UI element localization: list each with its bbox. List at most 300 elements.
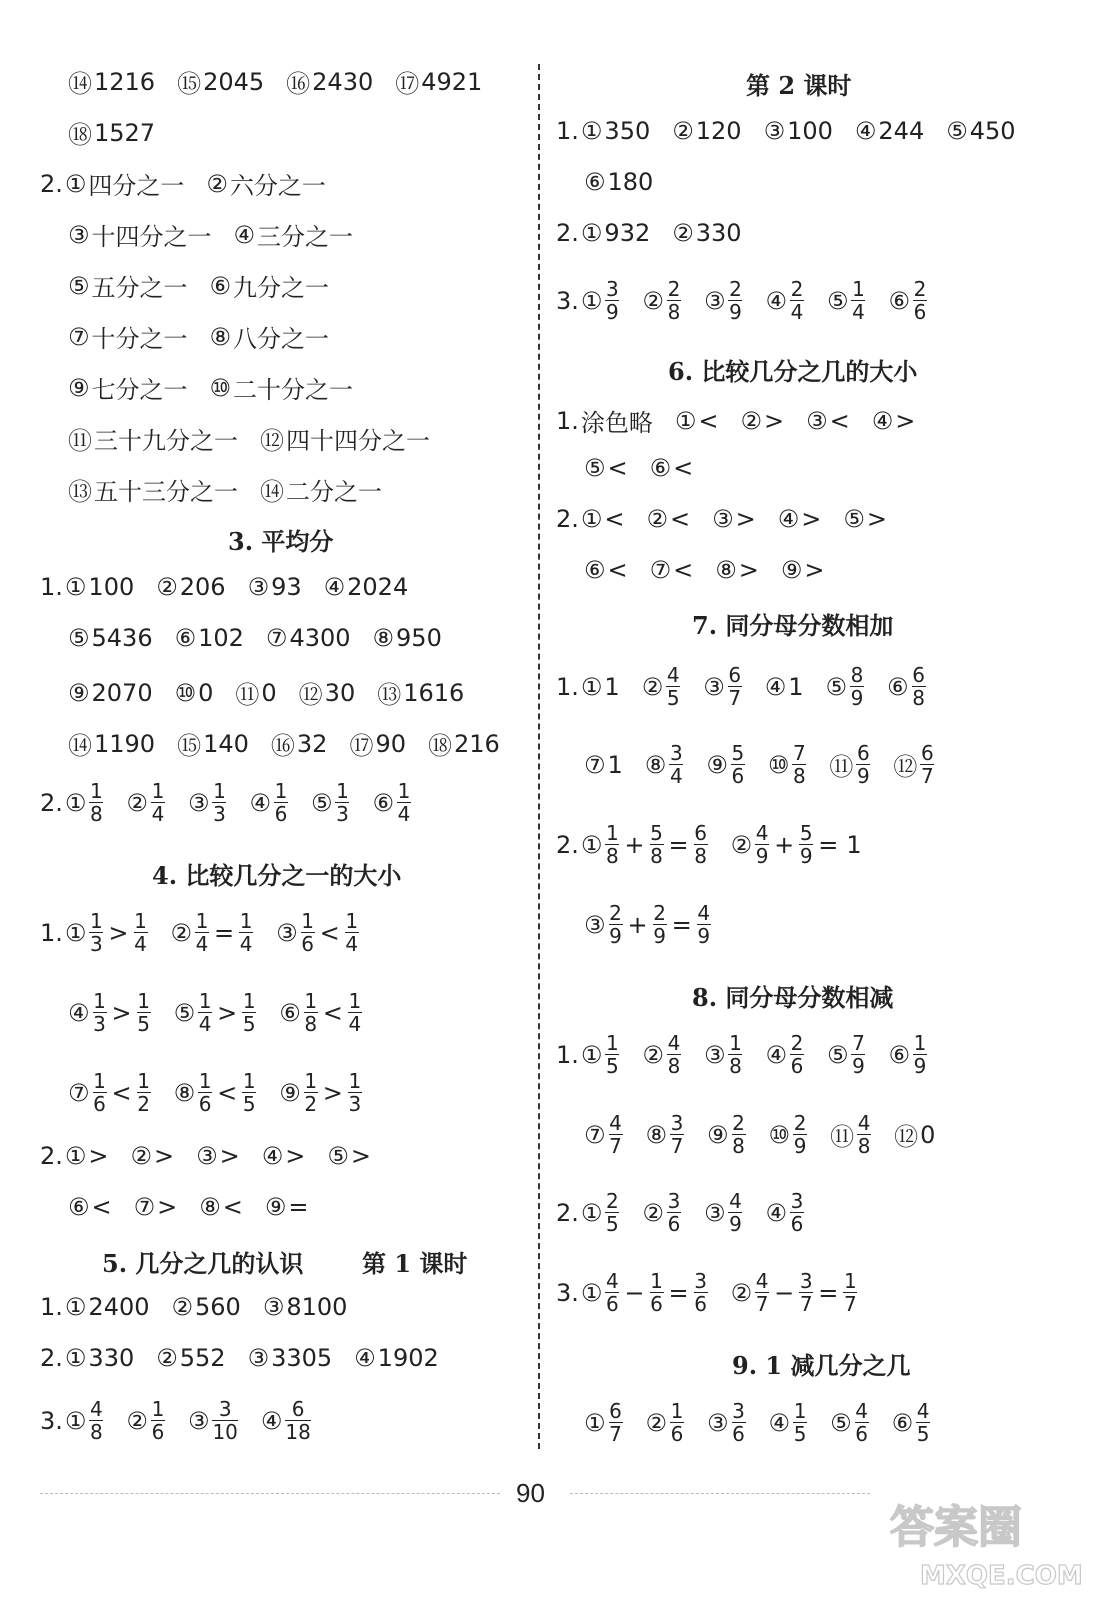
item-marker: ⑫ xyxy=(894,1123,919,1151)
denominator: 3 xyxy=(93,1012,106,1036)
numerator: 8 xyxy=(850,663,864,687)
fraction xyxy=(605,822,619,867)
item-marker: ⑮ xyxy=(177,70,202,98)
fraction xyxy=(694,822,708,867)
answer-row xyxy=(40,780,434,825)
denominator: 8 xyxy=(792,764,806,788)
answer-item xyxy=(65,1142,109,1170)
section-7-heading: 7. 同分母分数相加 xyxy=(692,611,894,640)
numerator: 6 xyxy=(728,663,742,687)
item-marker: ⑦ xyxy=(133,1193,156,1221)
answer-value: > xyxy=(738,556,759,584)
fraction xyxy=(345,910,359,955)
answer-value: = xyxy=(288,1193,309,1221)
answer-value: 十分之一 xyxy=(91,325,188,353)
answer-item xyxy=(672,219,741,247)
denominator: 6 xyxy=(650,1292,663,1316)
denominator: 18 xyxy=(285,1420,311,1444)
numerator: 1 xyxy=(729,1031,742,1055)
denominator: 8 xyxy=(667,300,681,324)
item-marker: ⑦ xyxy=(265,624,288,652)
answer-value: 六分之一 xyxy=(229,172,326,200)
answer-item xyxy=(68,472,238,507)
answer-item xyxy=(299,675,356,710)
fraction xyxy=(89,910,103,955)
item-marker: ⑯ xyxy=(270,732,295,760)
answer-value: 1 xyxy=(788,672,804,701)
fraction xyxy=(605,1190,619,1235)
answer-item xyxy=(65,573,134,601)
item-marker: ④ xyxy=(249,788,271,817)
denominator: 5 xyxy=(242,1092,256,1116)
item-marker: ① xyxy=(64,1293,87,1321)
answer-item xyxy=(68,319,188,354)
numerator: 4 xyxy=(609,1111,622,1135)
denominator: 9 xyxy=(653,924,666,948)
item-marker: ② xyxy=(642,1040,664,1069)
answer-item xyxy=(765,278,805,323)
answer-item xyxy=(584,902,712,947)
answer-item xyxy=(68,990,152,1035)
denominator: 4 xyxy=(790,300,804,324)
answer-item xyxy=(271,726,328,761)
fraction xyxy=(195,910,209,955)
denominator: 8 xyxy=(606,844,619,868)
fraction xyxy=(605,1032,619,1077)
item-marker: ④ xyxy=(765,286,787,315)
answer-row xyxy=(584,1400,953,1445)
answer-item xyxy=(704,278,744,323)
item-marker: ② xyxy=(171,1293,194,1321)
denominator: 6 xyxy=(301,932,315,956)
numerator: 2 xyxy=(732,1111,745,1135)
answer-item xyxy=(584,454,628,482)
question-number: 2. xyxy=(40,1344,63,1372)
operator: = xyxy=(214,918,235,947)
numerator: 2 xyxy=(790,1031,804,1055)
denominator: 9 xyxy=(729,1212,742,1236)
answer-item xyxy=(261,1398,312,1443)
answer-item xyxy=(765,1032,805,1077)
numerator: 1 xyxy=(239,909,253,933)
numerator: 3 xyxy=(799,1269,813,1293)
section-9-heading: 9. 1 减几分之几 xyxy=(732,1351,911,1380)
fraction xyxy=(851,278,865,323)
answer-item xyxy=(327,1142,371,1170)
item-marker: ⑩ xyxy=(767,750,790,779)
item-marker: ③ xyxy=(276,918,298,947)
question-number: 1. xyxy=(556,672,579,701)
operator: = xyxy=(818,830,839,859)
denominator: 6 xyxy=(274,802,288,826)
item-marker: ⑦ xyxy=(649,556,672,584)
answer-item xyxy=(645,742,685,787)
answer-value: 3305 xyxy=(271,1344,333,1372)
numerator: 3 xyxy=(218,1397,232,1421)
numerator: 1 xyxy=(242,1069,256,1093)
denominator: 8 xyxy=(912,686,925,710)
item-marker: ② xyxy=(130,1142,153,1170)
answer-item xyxy=(704,1190,744,1235)
item-marker: ② xyxy=(730,830,753,859)
fraction xyxy=(151,1398,165,1443)
operator: < xyxy=(322,998,343,1027)
lesson-1-label: 第 1 课时 xyxy=(362,1249,468,1278)
answer-value: 0 xyxy=(920,1120,936,1149)
answer-value: > xyxy=(219,1142,240,1170)
item-marker: ④ xyxy=(764,672,787,701)
numerator: 1 xyxy=(793,1399,807,1423)
fraction xyxy=(134,910,148,955)
numerator: 1 xyxy=(650,1269,663,1293)
denominator: 9 xyxy=(697,924,711,948)
denominator: 3 xyxy=(90,932,103,956)
denominator: 5 xyxy=(606,1054,619,1078)
answer-row xyxy=(40,166,348,201)
item-marker: ⑦ xyxy=(68,322,90,351)
fraction xyxy=(609,1112,623,1157)
question-number: 3. xyxy=(40,1406,63,1435)
item-marker: ⑤ xyxy=(68,271,90,300)
answer-row xyxy=(68,1070,385,1115)
answer-item xyxy=(311,780,351,825)
answer-item xyxy=(888,278,928,323)
item-marker: ⑱ xyxy=(427,732,452,760)
denominator: 3 xyxy=(336,802,349,826)
answer-item xyxy=(731,1270,859,1315)
item-marker: ① xyxy=(584,1408,606,1437)
answer-value: < xyxy=(673,556,694,584)
item-marker: ⑧ xyxy=(199,1193,221,1221)
svg-text:答案圈: 答案圈 xyxy=(890,1502,1022,1553)
answer-value: 1616 xyxy=(403,678,465,707)
denominator: 9 xyxy=(755,844,769,868)
answer-value: 1216 xyxy=(94,67,156,96)
numerator: 1 xyxy=(134,909,147,933)
item-marker: ⑫ xyxy=(893,753,918,781)
answer-row xyxy=(556,1032,950,1077)
answer-value: 90 xyxy=(375,729,406,758)
numerator: 4 xyxy=(755,1269,769,1293)
answer-item xyxy=(646,1400,686,1445)
answer-value: 350 xyxy=(604,117,651,145)
answer-item xyxy=(581,117,650,145)
numerator: 4 xyxy=(855,1399,868,1423)
answer-item xyxy=(647,505,691,533)
answer-item xyxy=(778,505,822,533)
item-marker: ② xyxy=(126,788,148,817)
answer-row xyxy=(40,1344,461,1372)
fraction xyxy=(792,742,806,787)
numerator: 5 xyxy=(799,821,813,845)
answer-item xyxy=(276,910,360,955)
numerator: 4 xyxy=(606,1269,619,1293)
answer-item xyxy=(286,64,373,99)
answer-value: 1 xyxy=(607,750,623,779)
answer-item xyxy=(642,278,682,323)
numerator: 1 xyxy=(606,1031,619,1055)
section-4-heading: 4. 比较几分之一的大小 xyxy=(152,861,402,890)
fraction xyxy=(89,1398,103,1443)
page-number: 90 xyxy=(516,1478,545,1508)
fraction xyxy=(650,822,664,867)
answer-item xyxy=(395,64,482,99)
denominator: 9 xyxy=(729,300,742,324)
answer-item xyxy=(646,1112,686,1157)
item-marker: ① xyxy=(580,830,603,859)
numerator: 1 xyxy=(198,1069,212,1093)
fraction xyxy=(348,990,362,1035)
item-marker: ④ xyxy=(765,1040,787,1069)
operator: = xyxy=(818,1278,839,1307)
answer-row xyxy=(68,370,375,405)
item-marker: ⑤ xyxy=(825,672,848,701)
numerator: 4 xyxy=(666,663,680,687)
operator: > xyxy=(111,998,132,1027)
numerator: 1 xyxy=(844,1269,857,1293)
fraction xyxy=(301,910,315,955)
answer-item xyxy=(707,1400,747,1445)
item-marker: ④ xyxy=(768,1408,791,1437)
item-marker: ⑱ xyxy=(68,121,92,149)
answer-item xyxy=(581,1032,621,1077)
answer-item xyxy=(175,624,244,652)
answer-row xyxy=(556,117,1038,145)
fraction xyxy=(856,742,870,787)
answer-item xyxy=(672,117,741,145)
operator: + xyxy=(624,830,645,859)
denominator: 7 xyxy=(844,1292,857,1316)
answer-value: 5436 xyxy=(91,624,153,652)
numerator: 1 xyxy=(304,989,318,1013)
item-marker: ⑧ xyxy=(372,624,395,652)
item-marker: ① xyxy=(64,1142,87,1170)
fraction xyxy=(755,822,769,867)
answer-item xyxy=(894,1117,935,1152)
denominator: 6 xyxy=(694,1292,707,1316)
fraction xyxy=(732,1400,746,1445)
denominator: 4 xyxy=(348,1012,362,1036)
answer-item xyxy=(373,624,442,652)
answer-item xyxy=(171,910,255,955)
answer-value: 1 xyxy=(604,672,620,701)
denominator: 7 xyxy=(609,1134,622,1158)
fraction xyxy=(198,990,212,1035)
item-marker: ① xyxy=(64,1344,87,1372)
question-number: 1. xyxy=(556,1040,579,1069)
item-marker: ⑦ xyxy=(584,1120,606,1149)
item-marker: ⑤ xyxy=(173,998,196,1027)
answer-row xyxy=(584,1112,957,1157)
answer-item xyxy=(642,1190,682,1235)
numerator: 6 xyxy=(856,741,870,765)
item-marker: ① xyxy=(64,573,87,601)
answer-row xyxy=(584,454,715,482)
question-number: 3. xyxy=(556,1278,579,1307)
operator: = xyxy=(668,830,689,859)
question-number: 1. xyxy=(40,1293,63,1321)
fraction xyxy=(913,1032,927,1077)
answer-item xyxy=(893,742,935,787)
item-marker: ⑧ xyxy=(715,556,737,584)
denominator: 4 xyxy=(151,802,165,826)
fraction xyxy=(93,990,107,1035)
answer-row xyxy=(68,319,351,354)
answer-value: 32 xyxy=(296,729,328,758)
item-marker: ⑤ xyxy=(68,624,90,652)
section-5-heading: 5. 几分之几的认识 xyxy=(102,1249,304,1278)
answer-value: 三十九分之一 xyxy=(94,427,238,455)
denominator: 8 xyxy=(90,1420,103,1444)
answer-value: 8100 xyxy=(286,1293,348,1321)
numerator: 1 xyxy=(913,1031,927,1055)
denominator: 6 xyxy=(790,1054,804,1078)
item-marker: ④ xyxy=(871,406,894,435)
denominator: 7 xyxy=(755,1292,769,1316)
answer-item xyxy=(581,1270,709,1315)
answer-item xyxy=(206,166,326,201)
numerator: 1 xyxy=(213,779,226,803)
answer-row xyxy=(556,403,937,438)
section-3-heading: 3. 平均分 xyxy=(228,527,334,556)
fraction xyxy=(728,278,742,323)
footer-rule-right xyxy=(570,1493,870,1494)
numerator: 4 xyxy=(729,1189,742,1213)
item-marker: ④ xyxy=(777,505,800,533)
answer-value: 120 xyxy=(695,117,742,145)
item-marker: ④ xyxy=(233,220,256,249)
item-marker: ⑩ xyxy=(174,678,197,707)
answer-value: 1527 xyxy=(94,118,156,147)
answer-value: 4300 xyxy=(289,624,351,652)
answer-item xyxy=(581,822,709,867)
denominator: 9 xyxy=(852,1054,865,1078)
answer-value: 0 xyxy=(261,678,277,707)
numerator: 3 xyxy=(732,1399,745,1423)
answer-value: 2430 xyxy=(312,67,374,96)
numerator: 4 xyxy=(90,1397,103,1421)
fraction xyxy=(843,1270,857,1315)
fraction xyxy=(799,1270,813,1315)
answer-item xyxy=(266,624,351,652)
numerator: 1 xyxy=(198,989,212,1013)
denominator: 9 xyxy=(793,1134,807,1158)
answer-item xyxy=(829,742,871,787)
numerator: 3 xyxy=(790,1189,804,1213)
fraction xyxy=(732,1112,746,1157)
numerator: 2 xyxy=(653,901,666,925)
answer-item xyxy=(65,166,185,201)
answer-item xyxy=(172,1293,241,1321)
operator: < xyxy=(217,1078,238,1107)
item-marker: ① xyxy=(64,169,87,198)
item-marker: ④ xyxy=(260,1406,283,1435)
section-6-heading: 6. 比较几分之几的大小 xyxy=(668,357,918,386)
operator: + xyxy=(627,910,648,939)
numerator: 4 xyxy=(667,1031,681,1055)
item-marker: ② xyxy=(730,1278,753,1307)
answer-item xyxy=(769,1112,809,1157)
answer-item xyxy=(262,1142,306,1170)
fraction xyxy=(793,1112,807,1157)
answer-item xyxy=(830,1400,870,1445)
answer-item xyxy=(855,117,924,145)
answer-value: 七分之一 xyxy=(91,376,188,404)
numerator: 1 xyxy=(242,989,256,1013)
item-marker: ③ xyxy=(763,117,786,145)
item-marker: ⑥ xyxy=(279,998,301,1027)
answer-item xyxy=(806,407,850,435)
operator: < xyxy=(111,1078,132,1107)
numerator: 1 xyxy=(274,779,288,803)
answer-value: 2070 xyxy=(91,678,153,707)
answer-item xyxy=(584,1400,624,1445)
answer-item xyxy=(768,742,808,787)
fraction xyxy=(605,1270,619,1315)
item-marker: ⑤ xyxy=(946,117,968,145)
footer-rule-left xyxy=(40,1493,500,1494)
denominator: 7 xyxy=(920,764,934,788)
denominator: 8 xyxy=(729,1054,742,1078)
numerator: 2 xyxy=(609,901,622,925)
answer-item xyxy=(126,1398,166,1443)
item-marker: ① xyxy=(580,1198,603,1227)
denominator: 5 xyxy=(916,1422,930,1446)
fraction xyxy=(731,742,745,787)
item-marker: ⑰ xyxy=(349,732,374,760)
answer-item xyxy=(210,370,354,405)
answer-item xyxy=(68,1070,152,1115)
item-marker: ⑥ xyxy=(68,1193,90,1221)
answer-item xyxy=(581,278,621,323)
operator: 1 xyxy=(846,830,862,859)
numerator: 1 xyxy=(90,909,103,933)
fraction xyxy=(667,1032,681,1077)
item-marker: ⑭ xyxy=(68,70,92,98)
question-number: 2. xyxy=(556,1198,579,1227)
answer-value: < xyxy=(607,454,628,482)
item-marker: ⑤ xyxy=(826,286,849,315)
svg-text:MXQE.COM: MXQE.COM xyxy=(920,1561,1083,1591)
answer-item xyxy=(260,421,430,456)
answer-value: 330 xyxy=(695,219,742,247)
operator: < xyxy=(319,918,340,947)
answer-value: 五分之一 xyxy=(91,274,188,302)
item-marker: ⑥ xyxy=(649,454,672,482)
item-marker: ④ xyxy=(354,1344,376,1372)
fraction xyxy=(728,1032,742,1077)
answer-item xyxy=(68,421,238,456)
question-number: 1. xyxy=(556,117,579,145)
item-marker: ③ xyxy=(703,286,726,315)
item-marker: ② xyxy=(206,169,228,198)
answer-value: 八分之一 xyxy=(233,325,330,353)
numerator: 4 xyxy=(755,821,769,845)
fraction xyxy=(855,1400,869,1445)
answer-row xyxy=(584,556,847,584)
item-marker: ① xyxy=(580,505,603,533)
numerator: 1 xyxy=(137,1069,150,1093)
fraction xyxy=(670,1112,684,1157)
item-marker: ① xyxy=(580,1040,603,1069)
denominator: 7 xyxy=(728,686,742,710)
answer-row xyxy=(68,472,404,507)
question-number: 1. xyxy=(556,406,579,435)
denominator: 4 xyxy=(852,300,865,324)
fraction xyxy=(697,902,711,947)
item-marker: ② xyxy=(672,117,694,145)
answer-item xyxy=(827,1032,867,1077)
